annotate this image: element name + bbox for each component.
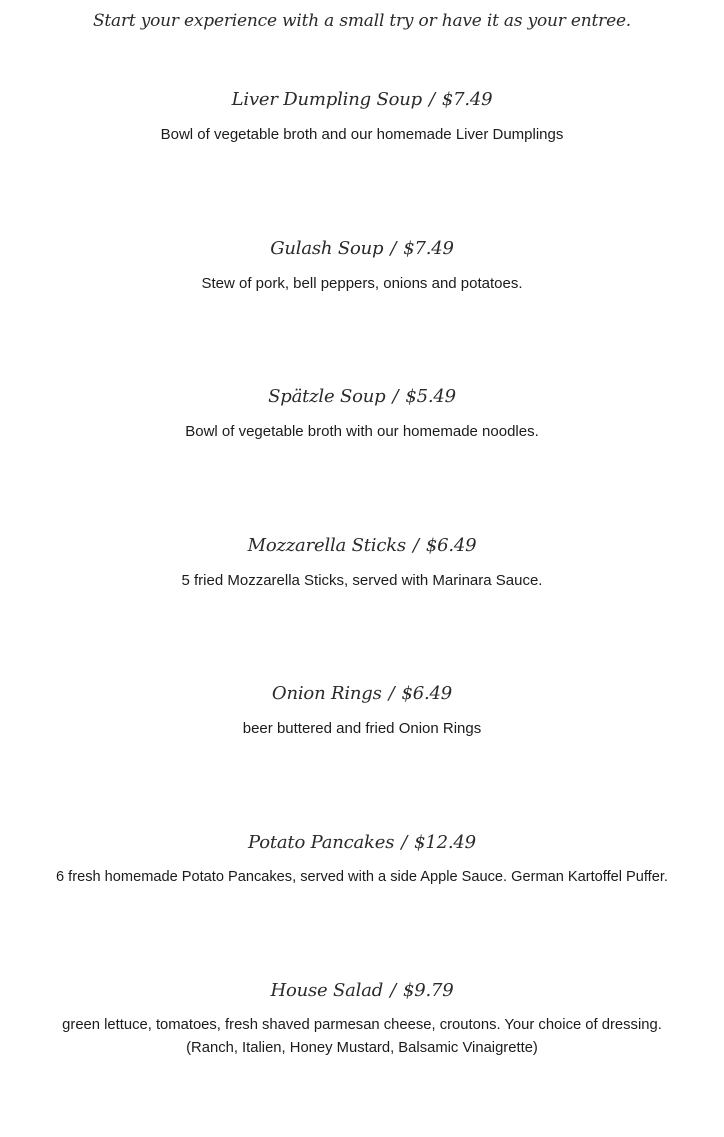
menu-item-name: Potato Pancakes [248,832,395,853]
menu-item-description [0,1014,724,1060]
menu-item-potato-pancakes [0,830,724,889]
menu-item-description: Bowl of vegetable broth with our homemade noodles. [185,423,539,440]
menu-item-description: beer buttered and fried Onion Rings [242,720,482,737]
menu-item-house-salad [0,978,724,1060]
menu-item-name: Gulash Soup [270,238,384,259]
menu-item-price: $9.79 [402,980,454,1001]
menu-item-description: 5 fried Mozzarella Sticks, served with Marinara Sauce. [181,572,543,589]
menu-item-price: $6.49 [401,683,453,704]
separator: / [428,89,435,110]
menu-item-description-line: green lettuce, tomatoes, fresh shaved parmesan cheese, croutons. Your choice of dressing. [62,1017,662,1033]
menu-item-description: Stew of pork, bell peppers, onions and potatoes. [201,275,523,292]
menu-item-description-line: (Ranch, Italien, Honey Mustard, Balsamic Vinaigrette) [186,1040,538,1056]
menu-item-title [0,681,724,707]
menu-item-price: $12.49 [414,832,476,853]
menu-item-description: 6 fresh homemade Potato Pancakes, served with a side Apple Sauce. German Kartoffel Puffer. [56,869,668,885]
menu-item-name: Spätzle Soup [268,386,386,407]
separator: / [390,238,397,259]
menu-item-mozzarella-sticks [0,533,724,592]
menu-item-name: Onion Rings [271,683,382,704]
menu-item-name: Liver Dumpling Soup [231,89,422,110]
menu-item-title [0,236,724,262]
separator: / [392,386,399,407]
menu-item-name: Mozzarella Sticks [247,535,406,556]
menu-item-spaetzle-soup [0,384,724,443]
menu-item-title [0,87,724,113]
menu-item-title [0,384,724,410]
menu-item-liver-dumpling-soup [0,87,724,146]
menu-item-title [0,978,724,1004]
menu-item-price: $5.49 [405,386,456,407]
menu-item-title [0,830,724,856]
separator: / [412,535,419,556]
menu-item-description: Bowl of vegetable broth and our homemade Liver Dumplings [160,126,564,143]
menu-item-gulash-soup [0,236,724,295]
menu-item-title [0,533,724,559]
separator: / [390,980,396,1001]
separator: / [388,683,395,704]
separator: / [401,832,408,853]
menu-item-price: $6.49 [425,535,477,556]
menu-intro: Start your experience with a small try or have it as your entree. [92,11,632,31]
menu-item-price: $7.49 [403,238,454,259]
menu-item-onion-rings [0,681,724,740]
menu-item-name: House Salad [270,980,384,1001]
menu-item-price: $7.49 [441,89,493,110]
